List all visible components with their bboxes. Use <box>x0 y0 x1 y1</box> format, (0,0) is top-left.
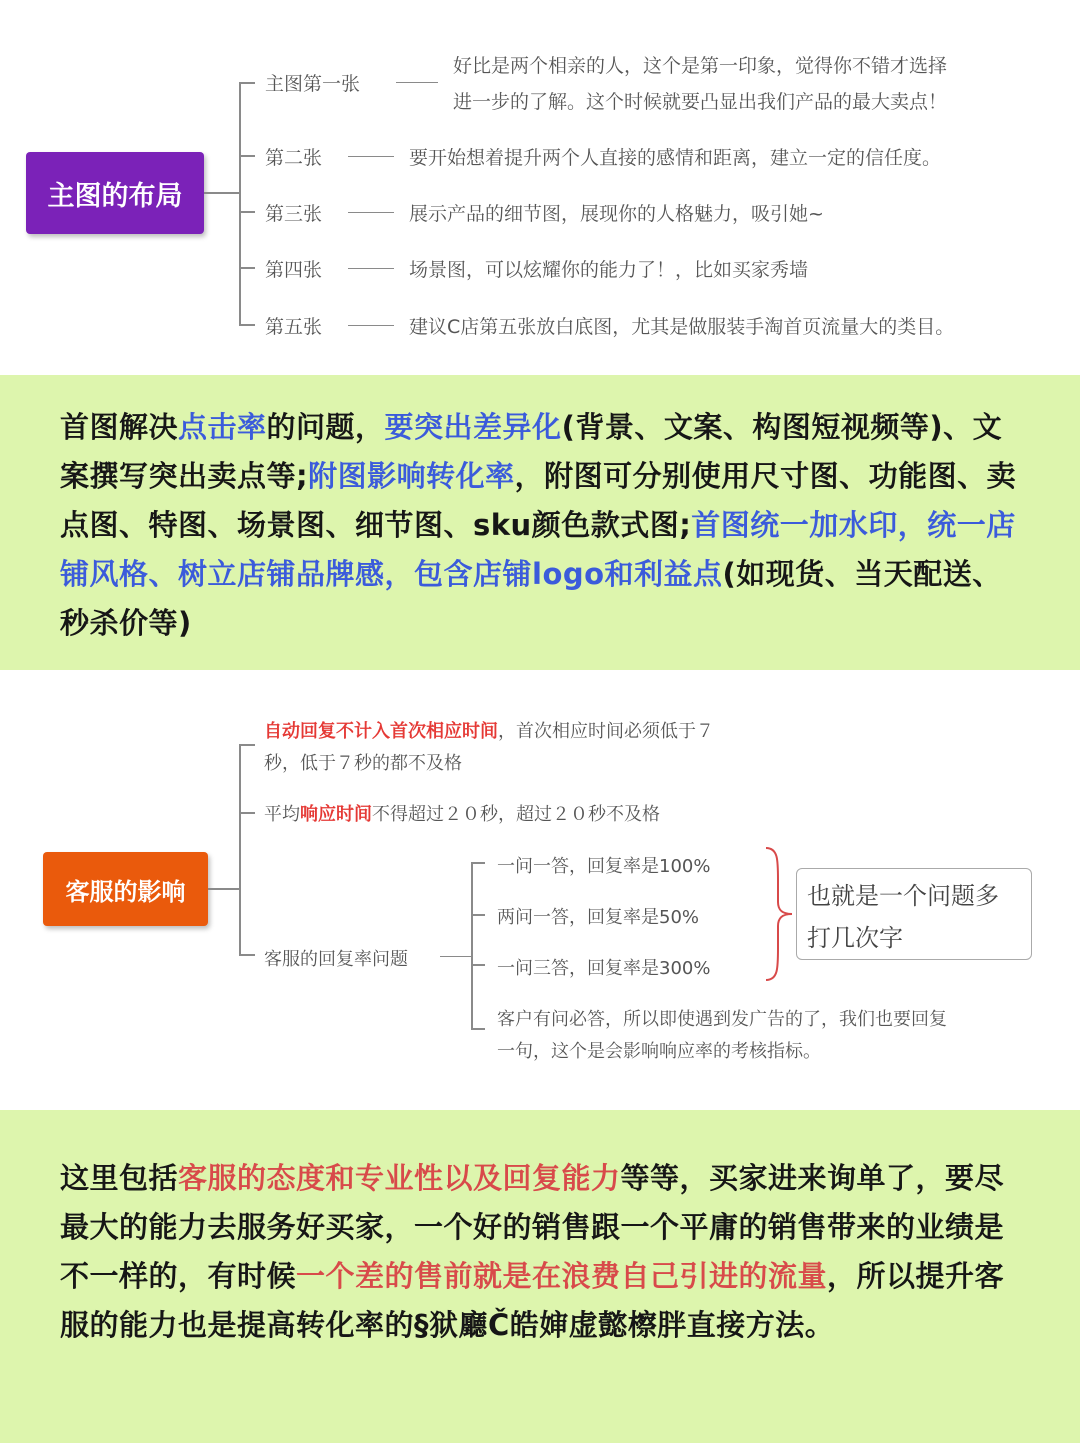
branch-trunk <box>239 744 241 956</box>
branch-desc-3: 展示产品的细节图，展现你的人格魅力，吸引她~ <box>409 203 824 225</box>
branch-trunk <box>239 82 241 326</box>
sub-item-2: 两问一答，回复率是50% <box>497 907 700 928</box>
branch-label-3: 第三张 <box>265 203 323 225</box>
branch-desc-5: 建议C店第五张放白底图，尤其是做服装手淘首页流量大的类目。 <box>409 316 955 338</box>
connector <box>204 192 240 194</box>
layout-mindmap-section <box>0 0 1080 375</box>
sub-item-4a: 客户有问必答，所以即使遇到发广告的了，我们也要回复 <box>497 1009 947 1030</box>
sub-item-3: 一问三答，回复率是300% <box>497 958 711 979</box>
branch-desc-4: 场景图，可以炫耀你的能力了！，比如买家秀墙 <box>409 259 809 281</box>
highlight-text: 一个差的售前就是在浪费自己引进的流量 <box>296 1259 828 1293</box>
branch-desc-1a: 好比是两个相亲的人，这个是第一印象，觉得你不错才选择 <box>453 55 948 77</box>
branch-label-1: 主图第一张 <box>265 73 361 95</box>
mindmap-root-node: 客服的影响 <box>43 852 208 926</box>
service-mindmap-section <box>0 670 1080 1110</box>
mindmap-root-node: 主图的布局 <box>26 152 204 234</box>
highlight-text: 附图影响转化率 <box>308 459 515 493</box>
highlight-text: 客服的态度和专业性以及回复能力 <box>178 1161 621 1195</box>
highlight-text: 首图统一加水印，统一店铺风格、树立店铺品牌感，包含店铺logo和利益点 <box>60 508 1016 591</box>
branch-label-5: 第五张 <box>265 316 323 338</box>
branch-desc-1b: 进一步的了解。这个时候就要凸显出我们产品的最大卖点！ <box>453 91 948 113</box>
summary-note-box: 也就是一个问题多 打几次字 <box>796 868 1032 960</box>
branch-label-2: 第二张 <box>265 147 323 169</box>
branch-text-2: 平均响应时间不得超过２０秒，超过２０秒不及格 <box>264 804 660 825</box>
branch-text-1b: 秒，低于７秒的都不及格 <box>264 753 462 774</box>
sub-item-1: 一问一答，回复率是100% <box>497 856 711 877</box>
highlight-text: 点击率 <box>178 410 267 444</box>
curly-brace-icon <box>762 846 796 982</box>
service-paragraph-section <box>0 1110 1080 1443</box>
first-image-paragraph-section <box>0 375 1080 670</box>
branch-desc-2: 要开始想着提升两个人直接的感情和距离，建立一定的信任度。 <box>409 147 942 169</box>
branch-label-4: 第四张 <box>265 259 323 281</box>
first-image-paragraph: 首图解决点击率的问题，要突出差异化(背景、文案、构图短视频等)、文案撰写突出卖点等;附图影响转化率，附图可分别使用尺寸图、功能图、卖点图、特图、场景图、细节图、sku颜色款式图;首图统一加水印，统一店铺风格、树立店铺品牌感，包含店铺logo和利益点(如现货、当天配送、秒杀价等) <box>60 410 1017 640</box>
service-paragraph: 这里包括客服的态度和专业性以及回复能力等等，买家进来询单了，要尽最大的能力去服务好买家，一个好的销售跟一个平庸的销售带来的业绩是不一样的，有时候一个差的售前就是在浪费自己引进的流量，所以提升客服的能力也是提高转化率的§狱廳Č皓婶虚懿檫胖直接方法。 <box>60 1161 1005 1342</box>
branch-text-1: 自动回复不计入首次相应时间，首次相应时间必须低于７ <box>264 721 714 742</box>
sub-item-4b: 一句，这个是会影响响应率的考核指标。 <box>497 1041 821 1062</box>
highlight-text: 要突出差异化 <box>384 410 562 444</box>
branch-text-3: 客服的回复率问题 <box>264 949 408 970</box>
